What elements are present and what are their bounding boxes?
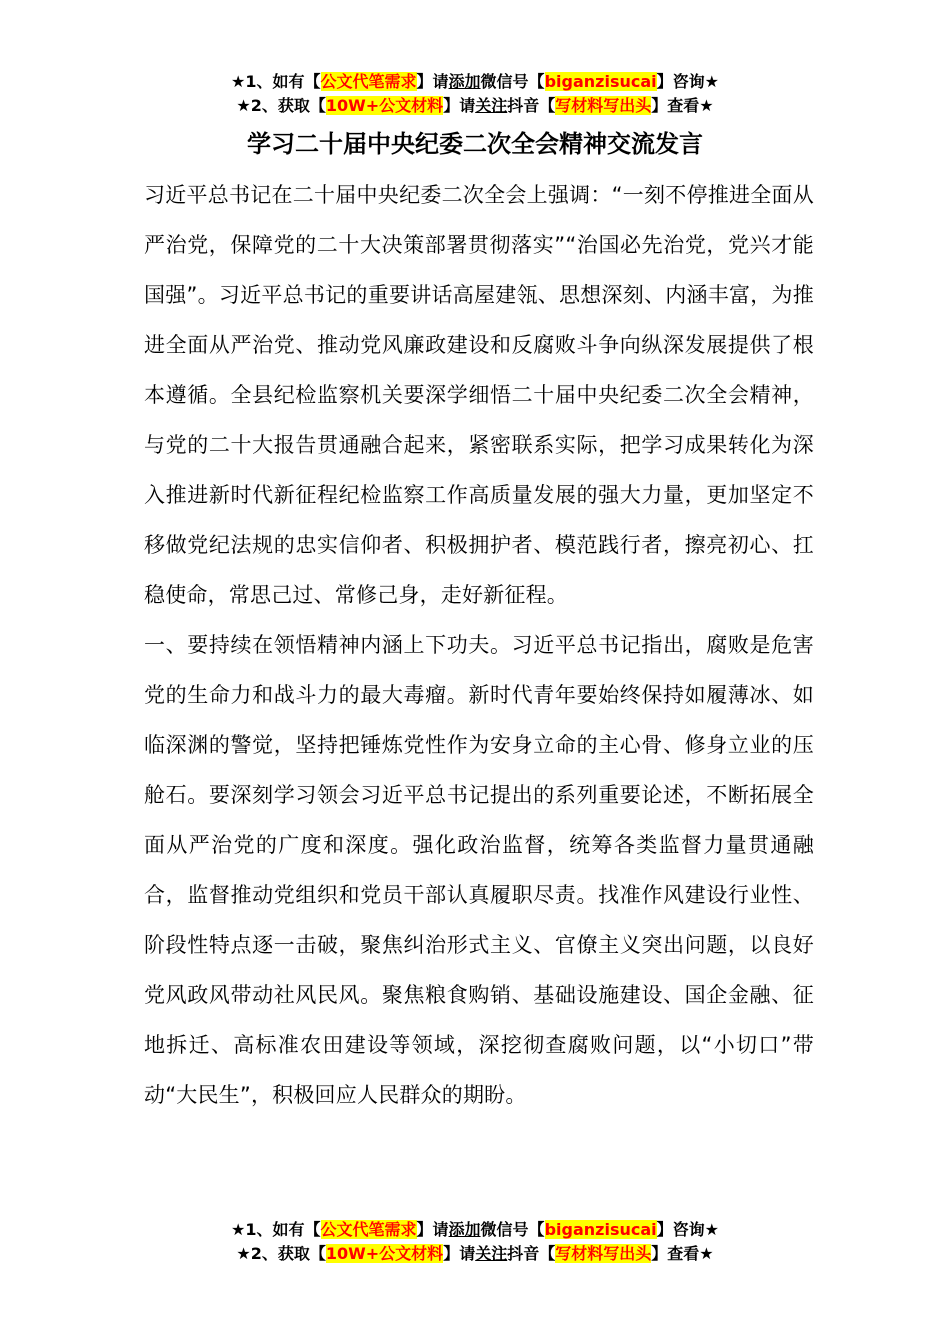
- paragraph-section-1: 一、要持续在领悟精神内涵上下功夫。习近平总书记指出，腐败是危害党的生命力和战斗力的最大毒瘤。新时代青年要始终保持如履薄冰、如临深渊的警觉，坚持把锤炼党性作为安身立命的主心骨、修身立业的压舱石。要深刻学习领会习近平总书记提出的系列重要论述，不断拓展全面从严治党的广度和深度。强化政治监督，统筹各类监督力量贯通融合，监督推动党组织和党员干部认真履职尽责。找准作风建设行业性、阶段性特点逐一击破，聚焦纠治形式主义、官僚主义突出问题，以良好党风政风带动社风民风。聚焦粮食购销、基础设施建设、国企金融、征地拆迁、高标准农田建设等领域，深挖彻查腐败问题，以“小切口”带动“大民生”，积极回应人民群众的期盼。: [144, 633, 814, 1107]
- highlight-text: 写材料写出头: [555, 96, 652, 115]
- highlight-text: 公文代笔需求: [320, 1220, 417, 1239]
- highlight-text: 公文代笔需求: [320, 72, 417, 91]
- promo-banner-bottom: [0, 1218, 950, 1266]
- promo-line-1: ★1、如有【公文代笔需求】请添加微信号【biganzisucai】咨询★: [231, 1220, 719, 1239]
- promo-line-2: ★2、获取【10W+公文材料】请关注抖音【写材料写出头】查看★: [236, 1244, 714, 1263]
- highlight-text: biganzisucai: [544, 1220, 657, 1239]
- promo-line-1: ★1、如有【公文代笔需求】请添加微信号【biganzisucai】咨询★: [231, 72, 719, 91]
- paragraph-intro: 习近平总书记在二十届中央纪委二次全会上强调：“一刻不停推进全面从严治党，保障党的二十大决策部署贯彻落实”“治国必先治党，党兴才能国强”。习近平总书记的重要讲话高屋建瓴、思想深刻、内涵丰富，为推进全面从严治党、推动党风廉政建设和反腐败斗争向纵深发展提供了根本遵循。全县纪检监察机关要深学细悟二十届中央纪委二次全会精神，与党的二十大报告贯通融合起来，紧密联系实际，把学习成果转化为深入推进新时代新征程纪检监察工作高质量发展的强大力量，更加坚定不移做党纪法规的忠实信仰者、积极拥护者、模范践行者，擦亮初心、扛稳使命，常思己过、常修己身，走好新征程。: [144, 183, 814, 607]
- document-body: [144, 170, 814, 1120]
- highlight-text: 写材料写出头: [555, 1244, 652, 1263]
- highlight-text: biganzisucai: [544, 72, 657, 91]
- promo-line-2: ★2、获取【10W+公文材料】请关注抖音【写材料写出头】查看★: [236, 96, 714, 115]
- highlight-text: 10W+公文材料: [325, 1244, 444, 1263]
- document-title: 学习二十届中央纪委二次全会精神交流发言: [247, 130, 703, 158]
- highlight-text: 10W+公文材料: [325, 96, 444, 115]
- promo-banner-top: [0, 70, 950, 118]
